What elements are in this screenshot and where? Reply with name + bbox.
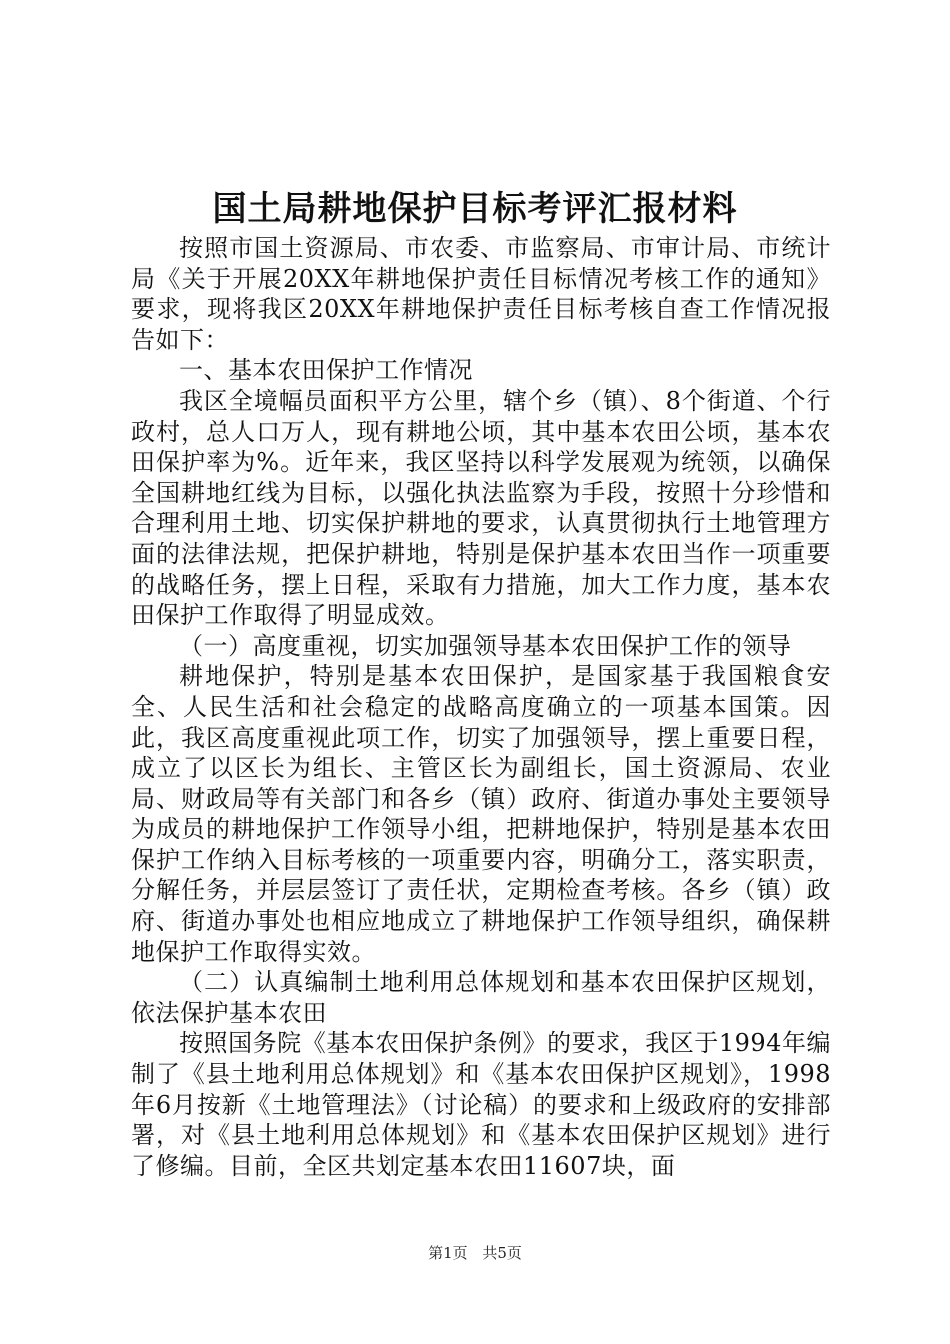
subsection-heading-2: （二）认真编制土地利用总体规划和基本农田保护区规划，依法保护基本农田 <box>131 968 831 1027</box>
paragraph-intro: 按照市国土资源局、市农委、市监察局、市审计局、市统计局《关于开展20XX年耕地保护责任目标情况考核工作的通知》要求，现将我区20XX年耕地保护责任目标考核自查工作情况报告如下： <box>131 234 831 354</box>
document-body <box>131 233 831 1181</box>
page-total: 共5页 <box>482 1244 522 1262</box>
paragraph-planning: 按照国务院《基本农田保护条例》的要求，我区于1994年编制了《县土地利用总体规划》和《基本农田保护区规划》，1998年6月按新《土地管理法》（讨论稿）的要求和上级政府的安排部署，对《县土地利用总体规划》和《基本农田保护区规划》进行了修编。目前，全区共划定基本农田11607块，面 <box>131 1029 831 1180</box>
subsection-heading-1: （一）高度重视，切实加强领导基本农田保护工作的领导 <box>179 631 792 660</box>
section-heading-1: 一、基本农田保护工作情况 <box>179 356 473 385</box>
paragraph-overview: 我区全境幅员面积平方公里，辖个乡（镇）、8个街道、个行政村，总人口万人，现有耕地公顷，其中基本农田公顷，基本农田保护率为%。近年来，我区坚持以科学发展观为统领，以确保全国耕地红线为目标，以强化执法监察为手段，按照十分珍惜和合理利用土地、切实保护耕地的要求，认真贯彻执行土地管理方面的法律法规，把保护耕地，特别是保护基本农田当作一项重要的战略任务，摆上日程，采取有力措施，加大工作力度，基本农田保护工作取得了明显成效。 <box>131 386 831 630</box>
paragraph-leadership: 耕地保护，特别是基本农田保护，是国家基于我国粮食安全、人民生活和社会稳定的战略高度确立的一项基本国策。因此，我区高度重视此项工作，切实了加强领导，摆上重要日程，成立了以区长为组长、主管区长为副组长，国土资源局、农业局、财政局等有关部门和各乡（镇）政府、街道办事处主要领导为成员的耕地保护工作领导小组，把耕地保护，特别是基本农田保护工作纳入目标考核的一项重要内容，明确分工，落实职责，分解任务，并层层签订了责任状，定期检查考核。各乡（镇）政府、街道办事处也相应地成立了耕地保护工作领导组织，确保耕地保护工作取得实效。 <box>131 662 831 966</box>
page-number: 第1页 <box>428 1244 468 1262</box>
page-footer <box>0 1241 950 1265</box>
document-title: 国土局耕地保护目标考评汇报材料 <box>212 189 738 229</box>
